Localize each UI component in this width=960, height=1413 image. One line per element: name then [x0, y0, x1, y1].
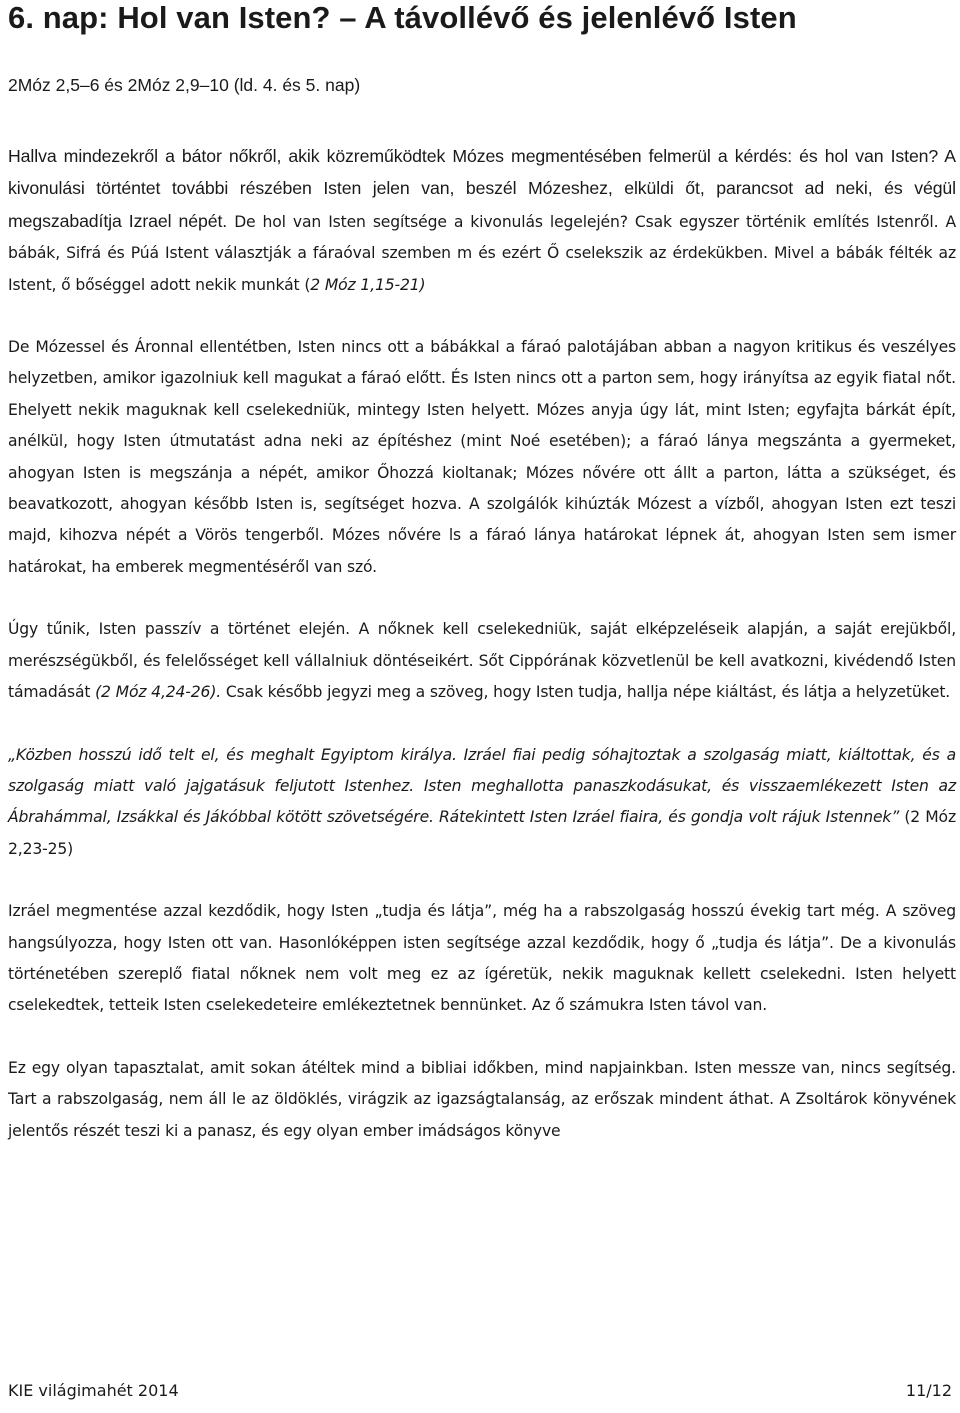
document-page — [8, 0, 956, 1147]
bible-quote: „Közben hosszú idő telt el, és meghalt Egyiptom királya. Izráel fiai pedig sóhajtoztak a szolgaság miatt, kiáltottak, és a szolgaság miatt való jajgatásuk feljutott Istenhez. Isten meghallotta panaszkodásukat, és visszaemlékezett Isten az Ábrahámmal, Izsákkal és Jákóbbal kötött szövetségére. Rátekintett Isten Izráel fiaira, és gondja volt rájuk Istennek” — [8, 745, 956, 827]
footer-publication: KIE világimahét 2014 — [8, 1381, 179, 1400]
paragraph-1-reference: 2 Móz 1,15-21) — [310, 275, 426, 294]
paragraph-5: Izráel megmentése azzal kezdődik, hogy Isten „tudja és látja”, még ha a rabszolgaság hosszú évekig tart még. A szöveg hangsúlyozza, hogy Isten ott van. Hasonlóképpen isten segítsége azzal kezdődik, hogy ő „tudja és látja”. De a kivonulás történetében szereplő fiatal nőknek nem volt meg ez az ígéretük, nekik maguknak kellett cselekedni. Isten helyett cselekedtek, tetteik Isten cselekedeteire emlékeztetnek bennünket. Az ő számukra Isten távol van. — [8, 902, 956, 1015]
page-title: 6. nap: Hol van Isten? – A távollévő és jelenlévő Isten — [8, 0, 797, 35]
paragraph-1-part-1: Hallva mindezekről a bátor nőkről, akik közreműködtek Mózes megmentésében felmerül a kérdés: és hol van Isten? A kivonulási történtet további részében Isten jelen van, beszél Mózeshez, elküldi őt, parancsot ad neki, és végül megszabadítja Izrael népét. — [8, 146, 956, 231]
paragraph-1-part-2: De hol van Isten segítsége a kivonulás legelején? Csak egyszer történik említés Istenről. A bábák, Sifrá és Púá Istent választják a fáraóval szemben m és ezért Ő cselekszik az érdekükben. Mivel a bábák félték az Istent, ő bőséggel adott nekik munkát ( — [8, 212, 956, 294]
paragraph-6: Ez egy olyan tapasztalat, amit sokan átéltek mind a bibliai időkben, mind napjainkban. Isten messze van, nincs segítség. Tart a rabszolgaság, nem áll le az öldöklés, virágzik az igazságtalanság, az erőszak mindent áthat. A Zsoltárok könyvének jelentős részét teszi ki a panasz, és egy olyan ember imádságos könyve — [8, 1058, 956, 1140]
quote-reference: (2 Móz 2,23-25) — [8, 808, 956, 858]
paragraph-3-part-1: Úgy tűnik, Isten passzív a történet elején. A nőknek kell cselekedniük, saját elképzeléseik alapján, a saját erejükből, merészségükből, és felelősséget kell vállalniuk döntéseikért. Sőt Cippórának közvetlenül be kell avatkozni, kivédendő Isten támadását — [8, 620, 956, 702]
page-footer — [8, 1380, 952, 1402]
paragraph-4-quote — [8, 740, 956, 866]
paragraph-3-part-2: Csak később jegyzi meg a szöveg, hogy Isten tudja, hallja népe kiáltást, és látja a helyzetüket. — [221, 683, 951, 702]
scripture-reference: 2Móz 2,5–6 és 2Móz 2,9–10 (ld. 4. és 5. nap) — [8, 75, 361, 95]
page-number: 11/12 — [905, 1381, 952, 1400]
paragraph-3 — [8, 614, 956, 708]
paragraph-2: De Mózessel és Áronnal ellentétben, Isten nincs ott a bábákkal a fáraó palotájában abban a nagyon kritikus és veszélyes helyzetben, amikor igazolniuk kell magukat a fáraó előtt. És Isten nincs ott a parton sem, hogy irányítsa az egyik fiatal nőt. Ehelyett nekik maguknak kell cselekedniük, mintegy Isten helyett. Mózes anyja úgy lát, mint Isten; egyfajta bárkát épít, anélkül, hogy Isten útmutatást adna neki az építéshez (mint Noé esetében); a fáraó lánya megszánta a gyermeket, ahogyan Isten is megszánja a népét, amikor Őhozzá kioltanak; Mózes nővére ott állt a parton, látta a szükséget, és beavatkozott, ahogyan később Isten is, segítséget hozva. A szolgálók kihúzták Mózest a vízből, ahogyan Isten ezt teszi majd, kihozva népét a Vörös tengerből. Mózes nővére ls a fáraó lánya határokat lépnek át, ahogyan Isten sem ismer határokat, ha emberek megmentéséről van szó. — [8, 338, 956, 576]
paragraph-3-reference: (2 Móz 4,24-26). — [95, 683, 222, 702]
paragraph-1 — [8, 141, 956, 301]
